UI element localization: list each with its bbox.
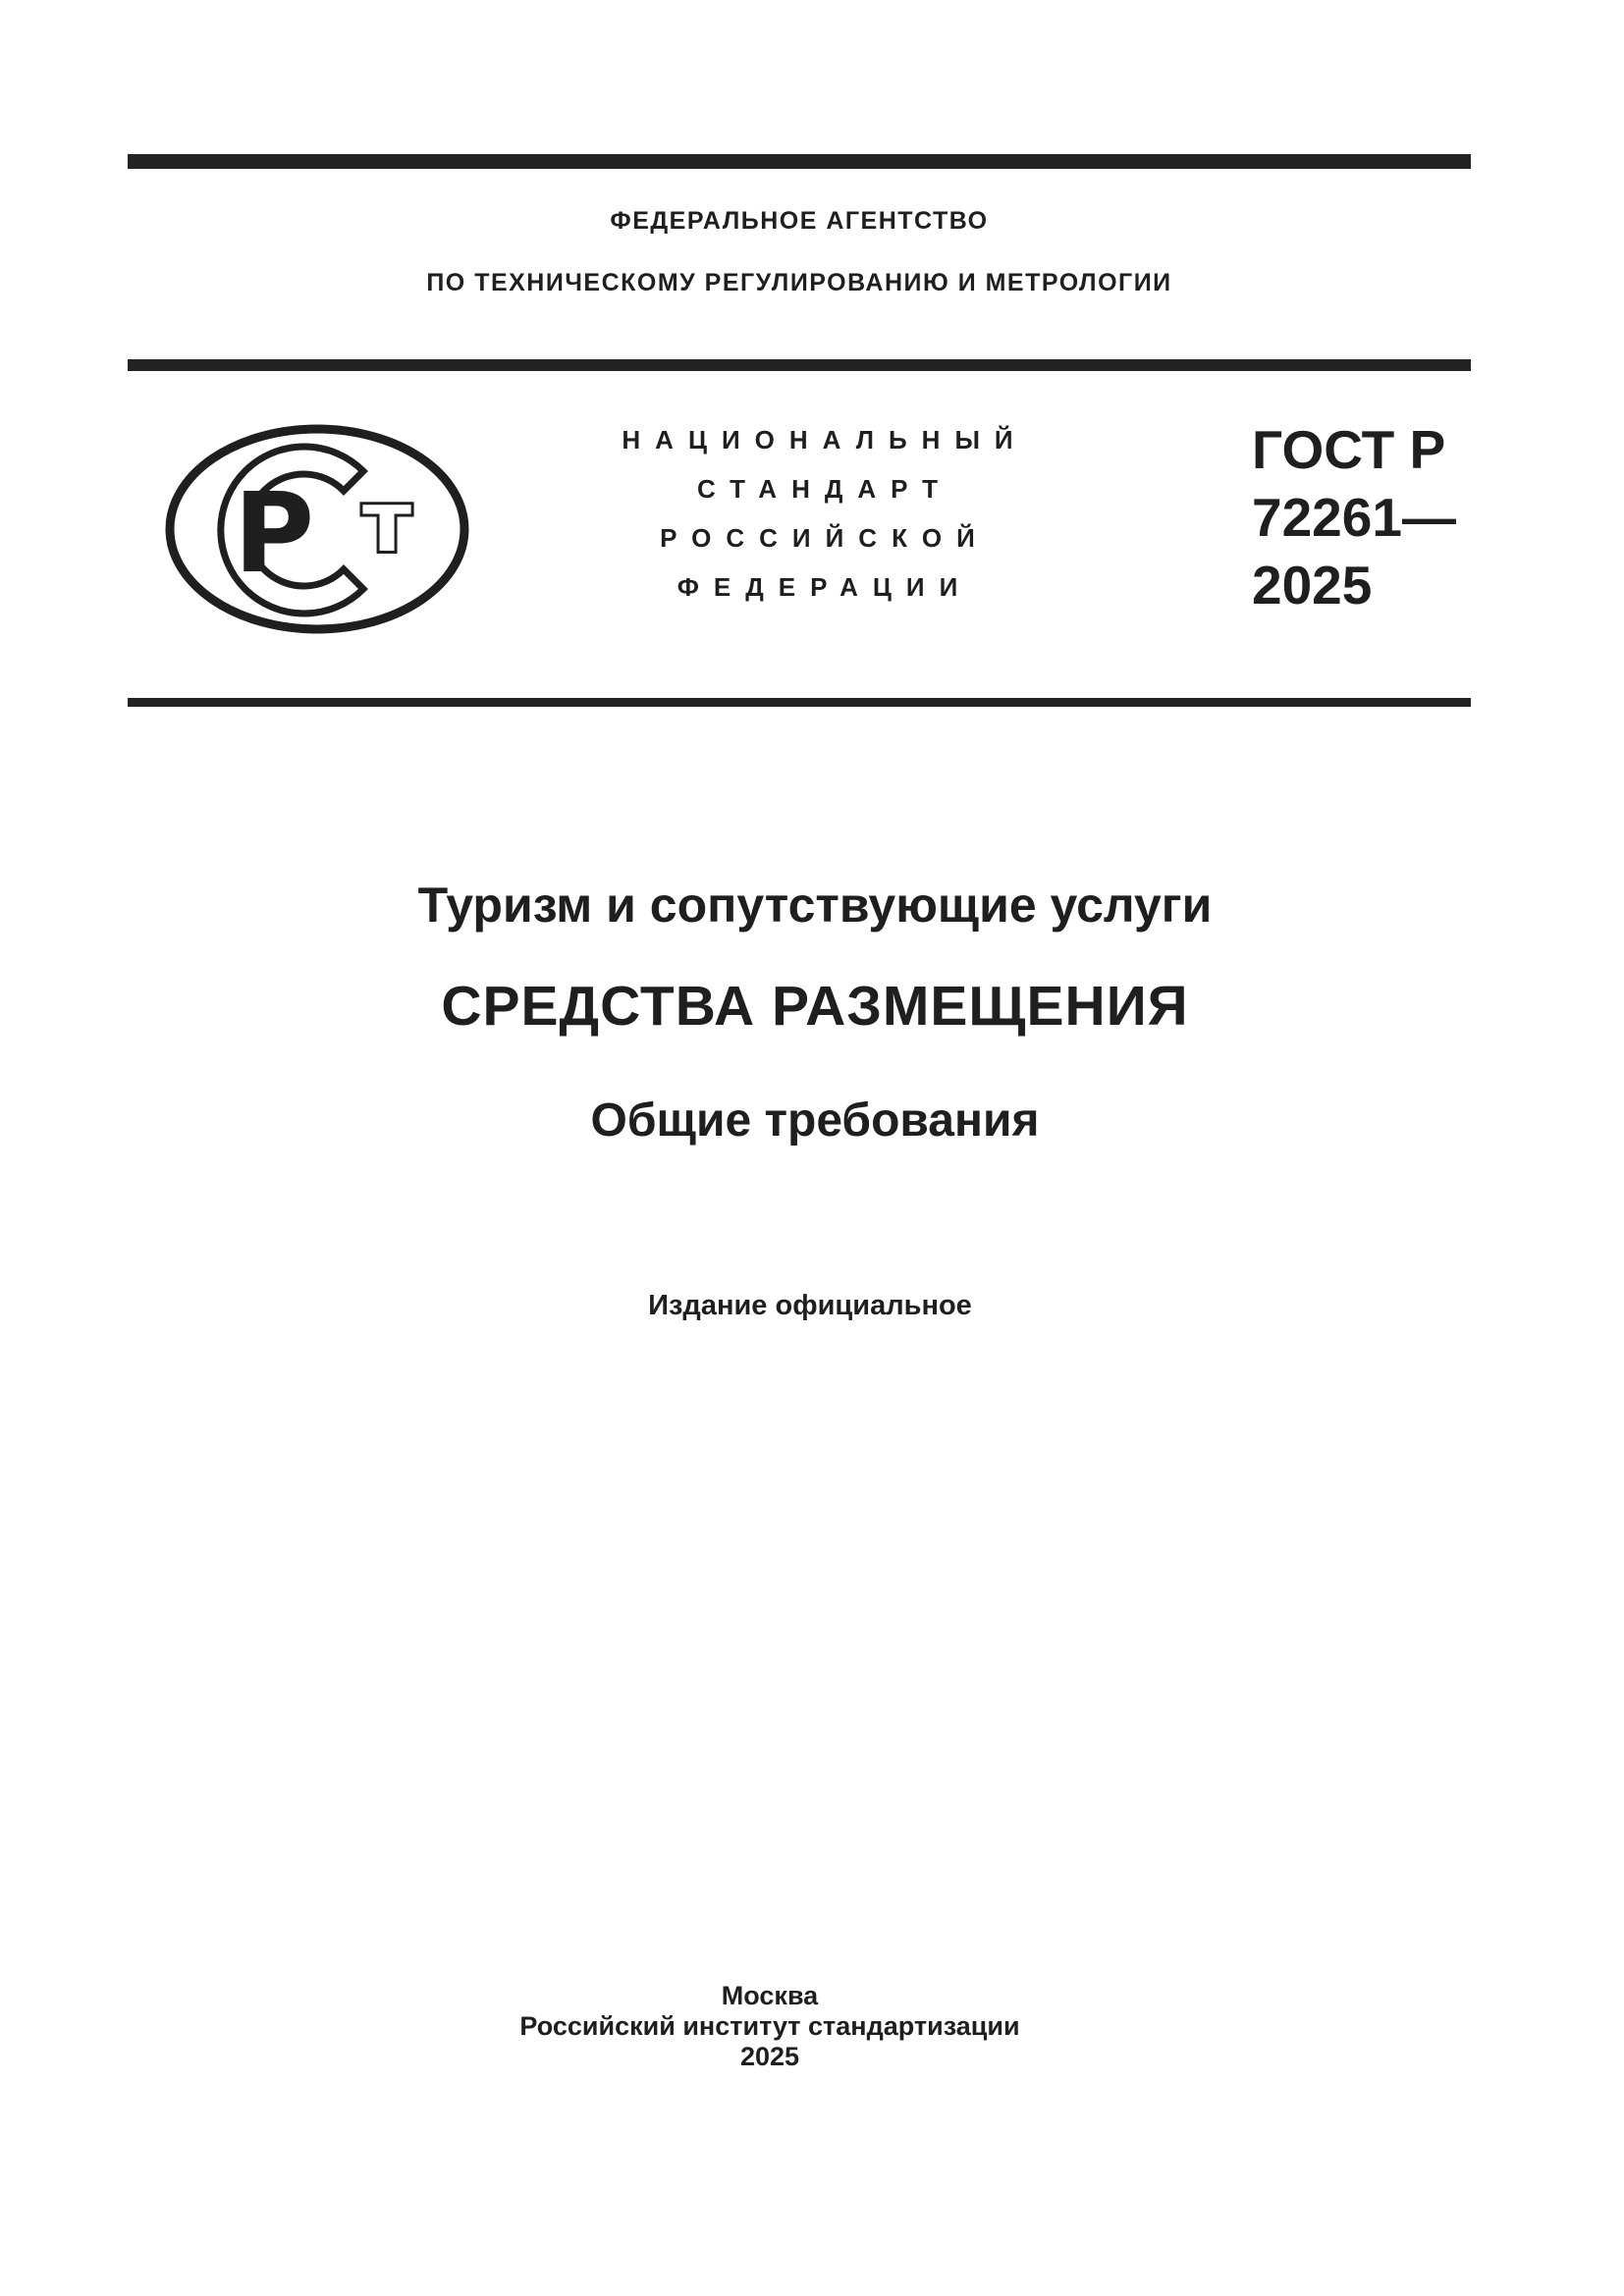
top-rule-bar [128,154,1471,169]
title-group-line: Туризм и сопутствующие услуги [417,878,1213,933]
imprint-publisher: Российский институт стандартизации [519,2011,1020,2041]
designation-line-3: 2025 [1252,555,1373,615]
logo-letter-r: Р [234,470,315,598]
rosstandart-rst-emblem-icon [155,422,479,638]
imprint-year: 2025 [739,2042,800,2071]
title-subtitle-line: Общие требования [590,1095,1040,1147]
agency-name-line-1: ФЕДЕРАЛЬНОЕ АГЕНТСТВО [610,207,989,235]
designation-line-2: 72261— [1252,487,1456,548]
title-main-line: СРЕДСТВА РАЗМЕЩЕНИЯ [441,975,1189,1038]
middle-rule-bar [128,359,1471,371]
logo-letter-t: т [362,473,411,571]
bottom-rule-bar [128,698,1471,707]
rosstandart-logo [155,422,479,638]
standard-type-line-2: СТАНДАРТ [696,474,953,504]
standard-type-block [511,415,1139,612]
designation-line-1: ГОСТ Р [1252,419,1446,480]
standard-type-line-1: НАЦИОНАЛЬНЫЙ [622,425,1028,454]
standard-type-line-4: ФЕДЕРАЦИИ [677,572,973,602]
agency-name-line-2: ПО ТЕХНИЧЕСКОМУ РЕГУЛИРОВАНИЮ И МЕТРОЛОГИИ [426,269,1172,296]
standard-designation [1252,416,1507,619]
imprint-block [128,1981,1412,2072]
standard-type-line-3: РОССИЙСКОЙ [660,523,990,553]
edition-note: Издание официальное [648,1290,972,1321]
imprint-city: Москва [721,1981,819,2010]
